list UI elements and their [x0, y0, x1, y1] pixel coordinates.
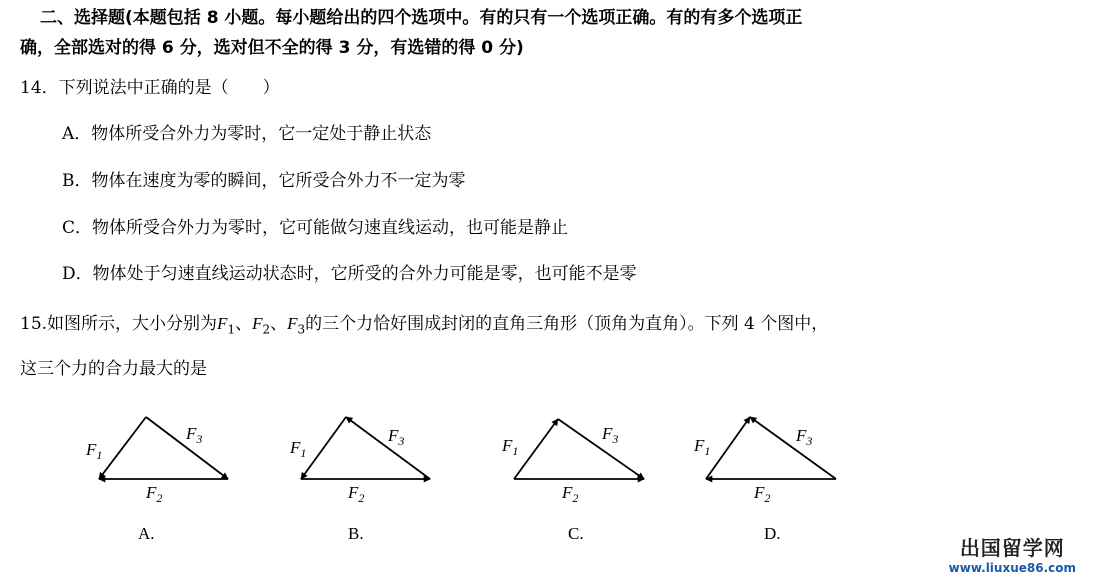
figure-a: [99, 417, 228, 479]
figure-b: [301, 417, 430, 479]
section-header-line-2: 确，全部选对的得 6 分，选对但不全的得 3 分，有选错的得 0 分): [20, 38, 524, 58]
figure-c-caption: C.: [568, 524, 584, 543]
watermark-logo-text: 出国留学网: [959, 536, 1065, 560]
question-15-stem-line-1: [20, 312, 828, 341]
f1-symbol: F: [217, 314, 228, 333]
figure-d-label-f3: $F_3$: [796, 426, 813, 448]
figure-b-f1-arrow: [301, 417, 346, 479]
figure-b-label-f1: $F_1$: [290, 438, 307, 460]
figure-b-caption: B.: [348, 524, 364, 543]
watermark-url: www.liuxue86.com: [948, 561, 1076, 575]
figure-a-caption: A.: [138, 524, 155, 543]
figure-d-caption: D.: [764, 524, 781, 543]
figure-d-label-f2: $F_2$: [754, 483, 771, 505]
figure-c: [514, 419, 644, 479]
q15-stem-prefix: 15.如图所示，大小分别为: [20, 314, 218, 334]
question-14-option-c: C．物体所受合外力为零时，它可能做匀速直线运动，也可能是静止: [62, 218, 569, 238]
section-header-line-1: 二、选择题(本题包括 8 小题。每小题给出的四个选项中。有的只有一个选项正确。有的有多个选项正: [40, 8, 803, 28]
figure-d-f3-arrow: [750, 417, 836, 479]
figure-d-label-f1: $F_1$: [694, 436, 711, 458]
question-14-stem: 14．下列说法中正确的是（ ）: [20, 78, 280, 98]
figure-d-f1-arrow: [706, 417, 750, 479]
question-14-option-b: B．物体在速度为零的瞬间，它所受合外力不一定为零: [62, 171, 466, 191]
figure-c-label-f1: $F_1$: [502, 436, 519, 458]
figure-d: [706, 417, 836, 479]
f3-subscript: 3: [297, 322, 306, 337]
question-14-option-d: D．物体处于匀速直线运动状态时，它所受的合外力可能是零，也可能不是零: [62, 264, 637, 284]
figure-a-label-f3: $F_3$: [186, 424, 203, 446]
q15-stem-suffix: 的三个力恰好围成封闭的直角三角形（顶角为直角）。下列 4 个图中，: [305, 314, 829, 334]
site-watermark: [949, 532, 1076, 575]
force-triangle-figures: [0, 395, 1094, 555]
f2-subscript: 2: [262, 322, 271, 337]
f2-symbol: F: [252, 314, 263, 333]
figure-a-label-f1: $F_1$: [86, 440, 103, 462]
question-15-stem-line-2: 这三个力的合力最大的是: [20, 359, 207, 379]
figure-a-f1-arrow: [99, 417, 146, 479]
figure-b-label-f2: $F_2$: [348, 483, 365, 505]
f1-subscript: 1: [227, 322, 236, 337]
figure-a-label-f2: $F_2$: [146, 483, 163, 505]
figure-c-label-f2: $F_2$: [562, 483, 579, 505]
f3-symbol: F: [287, 314, 298, 333]
figure-c-label-f3: $F_3$: [602, 424, 619, 446]
separator-2: 、: [270, 314, 288, 334]
figure-b-label-f3: $F_3$: [388, 426, 405, 448]
figure-c-f1-arrow: [514, 419, 558, 479]
figure-c-f3-arrow: [558, 419, 644, 479]
question-14-option-a: A．物体所受合外力为零时，它一定处于静止状态: [62, 124, 432, 144]
separator-1: 、: [235, 314, 253, 334]
